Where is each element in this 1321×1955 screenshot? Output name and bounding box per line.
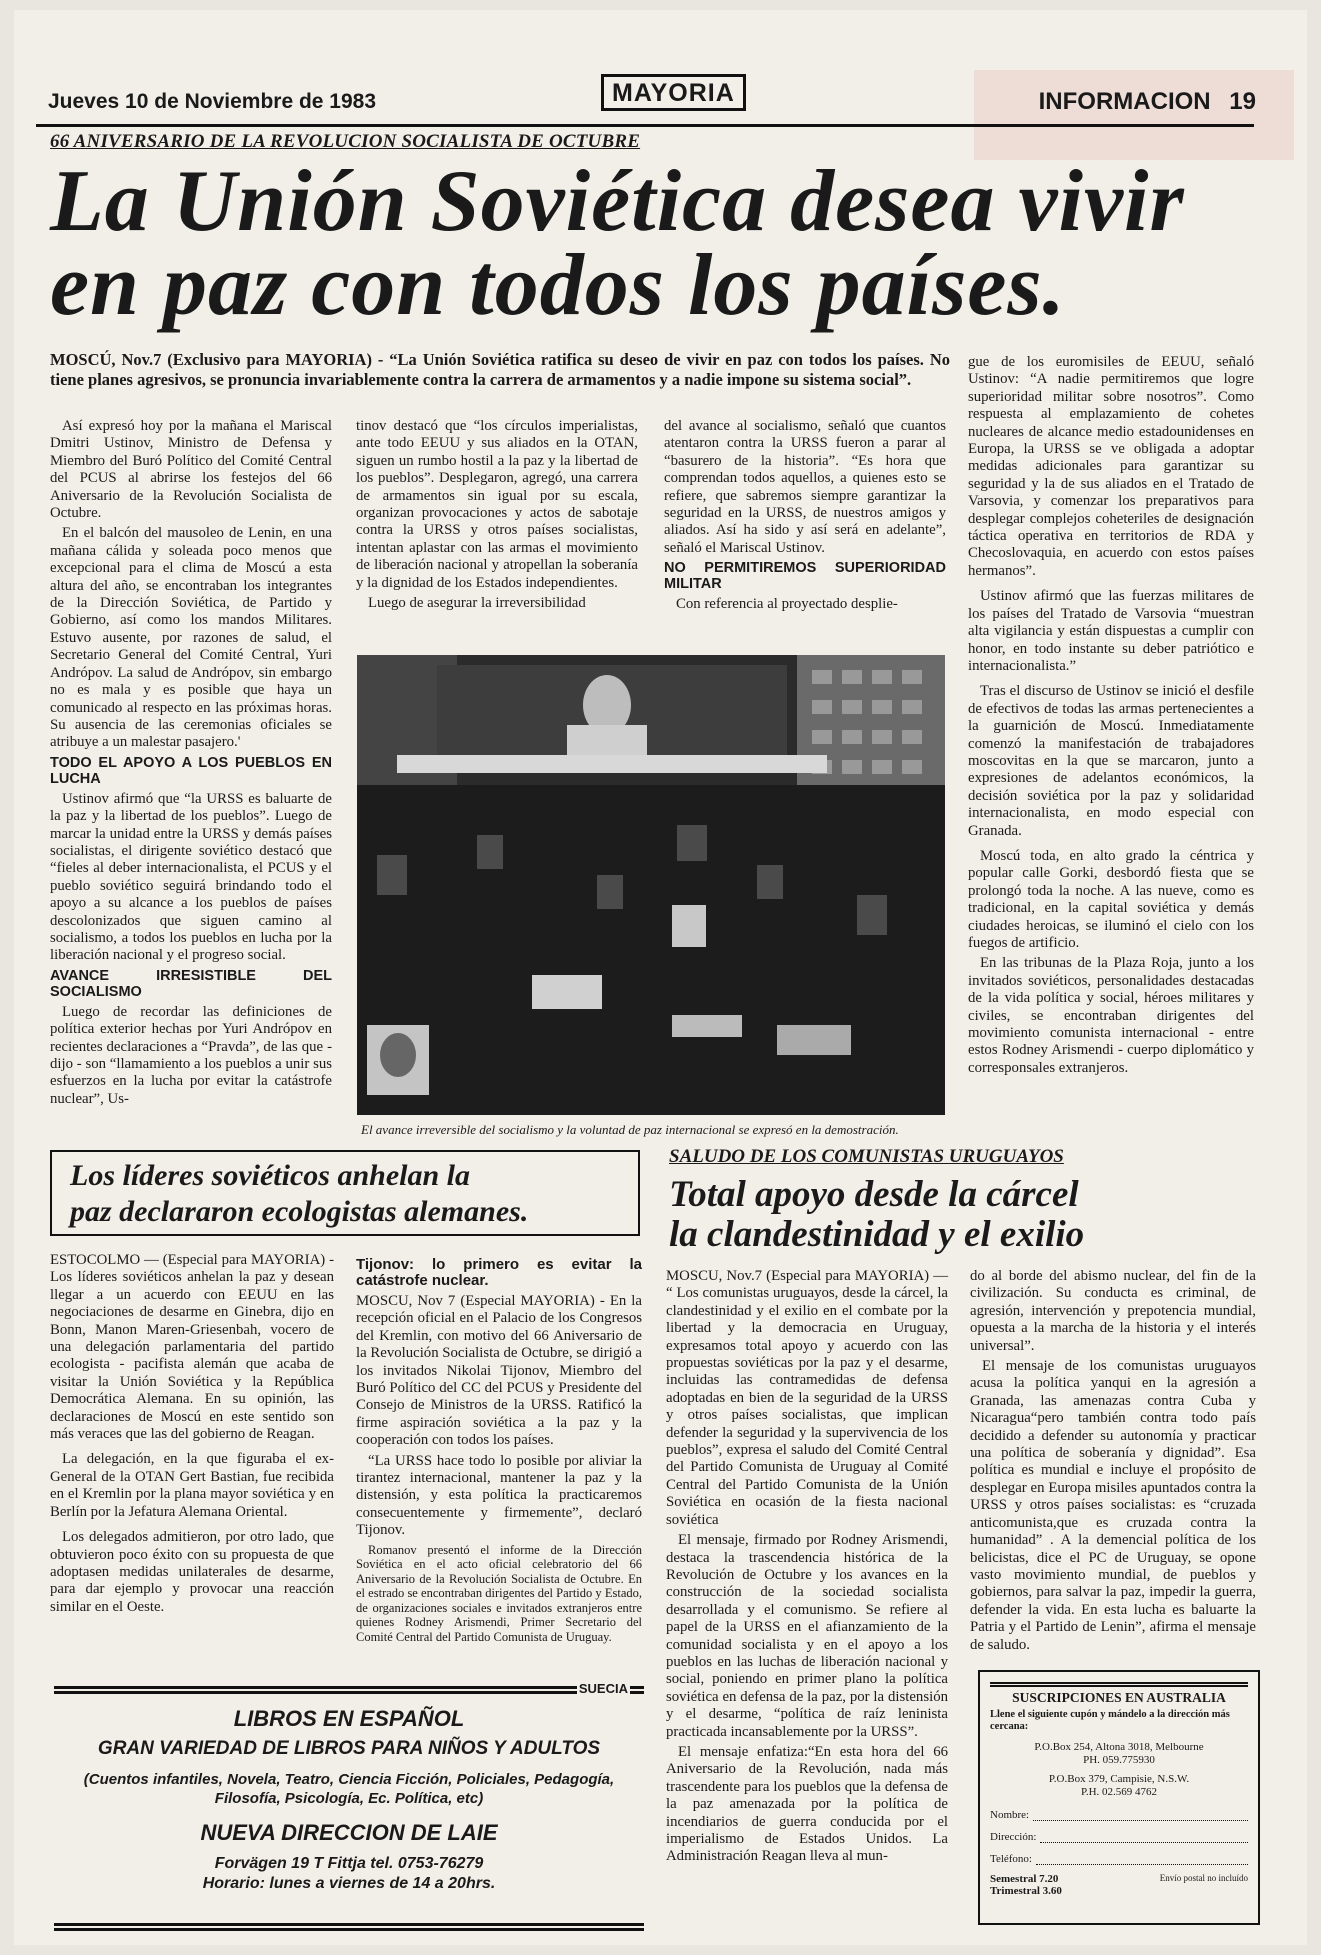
paragraph: MOSCU, Nov.7 (Especial para MAYORIA) — “ Los comunistas uruguayos, desde la cárcel, la clandestinidad y el exilio en el combate por la libertad y la democracia en Uruguay, expresamos total apoyo y acuerdo con las propuestas soviéticas por la paz y el desarme, incluidas las contramedidas de defensa adoptadas en bien de la seguridad de la URSS y otros países socialistas, que implican defender la seguridad y la supervivencia de los pueblos”, expresa el saludo del Comité Central del Partido Comunista de Uruguay al Comité Central del Partido Comunista de la Unión Soviética en ocasión de la fiesta nacional soviética (666, 1268, 948, 1528)
uruguay-headline (669, 1175, 1289, 1255)
ad-new-address-title: NUEVA DIRECCION DE LAIE (200, 1820, 498, 1845)
uruguay-column-2 (970, 1268, 1256, 1657)
paragraph: Moscú toda, en alto grado la céntrica y popular calle Gorki, desbordó fiesta que se prolongó toda la noche. A las nueve, como es tradicional, en la capital soviética y demás ciudades heroicas, se iluminó el cielo con los fuegos de artificio. (968, 847, 1254, 951)
paragraph: “La URSS hace todo lo posible por aliviar la tirantez internacional, mantener la paz y la distensión, y esta política la practicaremos consecuentemente y firmemente”, declaró Tijonov. (356, 1452, 642, 1539)
coupon-field-name[interactable] (990, 1809, 1248, 1821)
coupon-field-address[interactable] (990, 1831, 1248, 1843)
page-header (36, 72, 1256, 122)
main-headline-line1: La Unión Soviética desea vivir (50, 153, 1185, 250)
newspaper-page (14, 10, 1307, 1945)
paragraph: El mensaje, firmado por Rodney Arismendi, destaca la trascendencia histórica de la Revolución de Octubre y los avances en la construcción de la sociedad socialista desarrollada y el comunismo. Se refiere al papel de la URSS en el afianzamiento de la comunidad socialista y en el apoyo a los pueblos en las luchas de liberación nacional y social, poniendo en primer plano la política soviética en defensa de la paz, por la distensión y el desarme, “política de raíz leninista practicada incansablemente por la URSS”. (666, 1532, 948, 1740)
paragraph: Los delegados admitieron, por otro lado, que obtuvieron poco éxito con su propuesta de que adoptasen medidas unilaterales de desarme, para dar ejemplo y provocar una reacción similar en el Oeste. (50, 1529, 334, 1615)
parade-photo-illustration (357, 655, 945, 1115)
paragraph: El mensaje de los comunistas uruguayos acusa la política yanqui en la agresión a Granada, las amenazas contra Cuba y Nicaragua“pero también contra todo país decidido a defender su autonomía y practicar una política de soberanía y dignidad”. Esa política es mundial e incluye el propósito de desplegar en Europa misiles apuntados contra la URSS y otros países socialistas: es “cruzada anticomunista,que es cruzada contra la humanidad” . A la demencial política de los belicistas, dice el PC de Uruguay, se opone vasto movimiento mundial, de pueblos y gobiernos, para salvar la paz, impedir la guerra, defender la vida. En esta lucha es baluarte la Patria y el Partido de Lenin”, afirma el mensaje de saludo. (970, 1358, 1256, 1653)
phone-line: P.H. 02.569 4762 (1080, 1786, 1158, 1798)
article-column-1 (50, 418, 332, 1111)
tijonov-article (356, 1254, 642, 1647)
uruguay-headline-line1: Total apoyo desde la cárcel (669, 1174, 1079, 1215)
coupon-prices (990, 1873, 1248, 1897)
field-label: Nombre: (990, 1809, 1030, 1821)
books-advertisement (54, 1681, 644, 1931)
ad-title: LIBROS EN ESPAÑOL (233, 1706, 465, 1731)
field-label: Teléfono: (990, 1853, 1032, 1865)
paragraph: Así expresó hoy por la mañana el Mariscal Dmitri Ustinov, Ministro de Defensa y Miembro del Buró Político del Comité Central del PCUS al abrirse los festejos del 66 Aniversario de la Revolución Socialista de Octubre. (50, 418, 332, 522)
paragraph: ESTOCOLMO — (Especial para MAYORIA) - Los líderes soviéticos anhelan la paz y desean llegar a un acuerdo con EEUU en las negociaciones de desarme en Ginebra, dijo en Bonn, Manon Maren-Griesenbah, vocero de una delegación parlamentaria del partido ecologista - pacifista alemán que acaba de visitar la Unión Soviética y la República Democrática Alemana. En su opinión, las declaraciones de Moscú en este sentido son más veraces que las del gobierno de Reagan. (50, 1252, 334, 1443)
tijonov-title: Tijonov: lo primero es evitar la catástrofe nuclear. (356, 1256, 642, 1289)
paragraph: MOSCU, Nov 7 (Especial MAYORIA) - En la recepción oficial en el Palacio de los Congresos del Kremlin, con motivo del 66 Aniversario de la Revolución Socialista de Octubre, se dirigió a los invitados Nikolai Tijonov, Miembro del Buró Político del CC del PCUS y Presidente del Consejo de Ministros de la URSS. Ratificó la firme aspiración soviética a la paz y la cooperación con todos los países. (356, 1293, 642, 1449)
field-label: Dirección: (990, 1831, 1037, 1843)
masthead-logo: MAYORIA (601, 74, 746, 111)
uruguay-column-1 (666, 1268, 948, 1869)
paragraph: Romanov presentó el informe de la Dirección Soviética en el acto oficial celebratorio del 66 Aniversario de la Revolución Socialista de Octubre. En el estrado se encontraban dirigentes del Partido y Estado, de organizaciones sociales e invitados extranjeros entre quienes Rodney Arismendi, Primer Secretario del Comité Central del Partido Comunista de Uruguay. (356, 1542, 642, 1644)
lead-paragraph: MOSCÚ, Nov.7 (Exclusivo para MAYORIA) - “La Unión Soviética ratifica su deseo de vivir en paz con todos los países. No tiene planes agresivos, se pronuncia invariablemente contra la carrera de armamentos y a nadie impone su sistema social”. (50, 350, 950, 389)
article-column-3 (664, 418, 946, 617)
ecologistas-headline-line2: paz declararon ecologistas alemanes. (70, 1195, 529, 1228)
paragraph: del avance al socialismo, señaló que cuantos atentaron contra la URSS fueron a parar al “basurero de la historia”. “Es hora que comprendan todos aquellos, a quienes esto se refiere, que sabremos siempre garantizar la seguridad en la URSS, de nuestros amigos y aliados. Así ha sido y así será en adelante”, señaló el Mariscal Ustinov. (664, 418, 946, 556)
photo-caption: El avance irreversible del socialismo y la voluntad de paz internacional se expresó en la demostración. (361, 1122, 899, 1137)
uruguay-kicker: SALUDO DE LOS COMUNISTAS URUGUAYOS (669, 1146, 1064, 1167)
subheading: AVANCE IRRESISTIBLE DEL SOCIALISMO (50, 967, 332, 1000)
address-line: P.O.Box 379, Campisie, N.S.W. (1048, 1773, 1190, 1785)
ecologistas-headline-line1: Los líderes soviéticos anhelan la (70, 1159, 470, 1192)
article-column-4 (968, 354, 1254, 1080)
coupon-address-nsw (990, 1773, 1248, 1799)
ecologistas-article (50, 1252, 334, 1619)
phone-line: PH. 059.775930 (1083, 1754, 1155, 1766)
page-number: 19 (1229, 88, 1256, 115)
subheading: TODO EL APOYO A LOS PUEBLOS EN LUCHA (50, 754, 332, 787)
paragraph: En las tribunas de la Plaza Roja, junto a los invitados soviéticos, personalidades destacadas de la vida política y social, héroes militares y civiles, se encontraban dirigentes del movimiento comunista internacional - entre estos Rodney Arismendi - cuerpo diplomático y corresponsales extranjeros. (968, 955, 1254, 1076)
section-label (1039, 88, 1256, 116)
paragraph: El mensaje enfatiza:“En esta hora del 66 Aniversario de la Revolución, nada más trascendente para los pueblos que la defensa de la paz amenazada por la política de incendiarios de guerra conducida por el imperialismo de Estados Unidos. La Administración Reagan lleva al mun- (666, 1743, 948, 1865)
article-column-2 (356, 418, 638, 615)
coupon-title: SUSCRIPCIONES EN AUSTRALIA (990, 1682, 1248, 1706)
main-headline (50, 153, 1270, 334)
postage-note: Envío postal no incluído (1159, 1873, 1248, 1883)
ad-genres: (Cuentos infantiles, Novela, Teatro, Ciencia Ficción, Policiales, Pedagogía, Filosofía, Psicología, Ec. Política, etc) (83, 1771, 615, 1807)
main-headline-line2: en paz con todos los países. (50, 237, 1066, 334)
paragraph: Luego de recordar las definiciones de política exterior hechas por Yuri Andrópov en recientes declaraciones a “Pravda”, de las que - dijo - son “llamamiento a los pueblos a unir sus esfuerzos en la lucha por evitar la catástrofe nuclear”, Us- (50, 1003, 332, 1107)
paragraph: do al borde del abismo nuclear, del fin de la civilización. Su conducta es criminal, de agresión, intervención y prepotencia mundial, opuesta a la marcha de la historia y el interés universal”. (970, 1268, 1256, 1354)
paragraph: En el balcón del mausoleo de Lenin, en una mañana cálida y soleada poco menos que excepcional para el clima de Moscú a esta altura del año, se encontraban los integrantes de la Dirección Soviética, de Partido y Gobierno, así como los mandos Militares. Estuvo ausente, por razones de salud, el Secretario General del Comité Central, Yuri Andrópov. La salud de Andrópov, sin embargo no es mala y es posible que haya un comunicado al respecto en las próximas horas. Su ausencia de las ceremonias oficiales se atribuye a un malestar pasajero.' (50, 525, 332, 751)
paragraph: gue de los euromisiles de EEUU, señaló Ustinov: “A nadie permitiremos que logre superioridad militar sobre nosotros”. Como respuesta al emplazamiento de cohetes nucleares de alcance medio estadounidenses en Europa, la URSS se ve obligada a adoptar medidas adicionales para garantizar su seguridad y la de sus aliados en el Tratado de Varsovia, y comenzar los preparativos para desplegar complejos coheteriles de designación táctica operativa en territorios de RDA y Checoslovaquia, en acuerdo con estos países hermanos”. (968, 354, 1254, 579)
price-semestral: Semestral 7.20 (990, 1873, 1059, 1885)
paragraph: La delegación, en la que figuraba el ex-General de la OTAN Gert Bastian, fue recibida en el Kremlin por la plana mayor soviética y en Berlín por la Jefatura Alemana Oriental. (50, 1451, 334, 1520)
paragraph: Con referencia al proyectado desplie- (676, 596, 898, 613)
subheading: NO PERMITIREMOS SUPERIORIDAD MILITAR (664, 560, 946, 593)
coupon-address-melbourne (990, 1741, 1248, 1767)
header-rule (36, 124, 1254, 127)
ad-country-tag: SUECIA (578, 1681, 628, 1696)
section-name: INFORMACION (1038, 88, 1211, 115)
price-trimestral: Trimestral 3.60 (990, 1885, 1062, 1897)
paragraph: tinov destacó que “los círculos imperialistas, ante todo EEUU y sus aliados en la OTAN, siguen un rumbo hostil a la paz y la libertad de los pueblos”. Desplegaron, agregó, una carrera de armamentos sin igual por su escala, organizan provocaciones y actos de sabotaje contra la URSS y otros países socialistas, intentan aplastar con las armas el movimiento de liberación nacional y atropellan la soberanía y la dignidad de los Estados independientes. (356, 418, 638, 591)
coupon-instructions: Llene el siguiente cupón y mándelo a la dirección más cercana: (990, 1709, 1230, 1732)
ad-subtitle: GRAN VARIEDAD DE LIBROS PARA NIÑOS Y ADULTOS (97, 1738, 601, 1759)
parade-photo (357, 655, 945, 1115)
issue-date: Jueves 10 de Noviembre de 1983 (48, 90, 377, 113)
address-line: P.O.Box 254, Altona 3018, Melbourne (1034, 1741, 1204, 1753)
coupon-field-phone[interactable] (990, 1853, 1248, 1865)
subscription-coupon (978, 1670, 1260, 1925)
ad-address: Forvägen 19 T Fittja tel. 0753-76279 (214, 1855, 484, 1872)
uruguay-headline-line2: la clandestinidad y el exilio (669, 1214, 1085, 1255)
ecologistas-headline (50, 1150, 640, 1236)
paragraph: Luego de asegurar la irreversibilidad (368, 595, 586, 612)
ad-hours: Horario: lunes a viernes de 14 a 20hrs. (202, 1875, 496, 1892)
paragraph: Ustinov afirmó que las fuerzas militares de los países del Tratado de Varsovia “muestran alta vigilancia y están dispuestas a cumplir con honor, en todo instante su deber patriótico e internacionalista.” (968, 588, 1254, 674)
main-kicker: 66 ANIVERSARIO DE LA REVOLUCION SOCIALISTA DE OCTUBRE (50, 131, 641, 152)
paragraph: Tras el discurso de Ustinov se inició el desfile de efectivos de todas las armas pertenecientes a la guarnición de Moscú. Inmediatamente comenzó la manifestación de trabajadores moscovitas en la que se marcaron, junto a expresiones de adelantos económicos, la decisión soviética por la paz y solidaridad internacionalista, en modo especial con Granada. (968, 683, 1254, 839)
paragraph: Ustinov afirmó que “la URSS es baluarte de la paz y la libertad de los pueblos”. Luego de marcar la unidad entre la URSS y demás países socialistas, el dirigente soviético destacó que “fieles al deber internacionalista, el PCUS y el pueblo soviético seguirá brindando todo el apoyo a su alcance a los pueblos de países descolonizados que siguen camino al socialismo, a todos los pueblos en lucha por la liberación nacional y el progreso social. (50, 790, 332, 964)
